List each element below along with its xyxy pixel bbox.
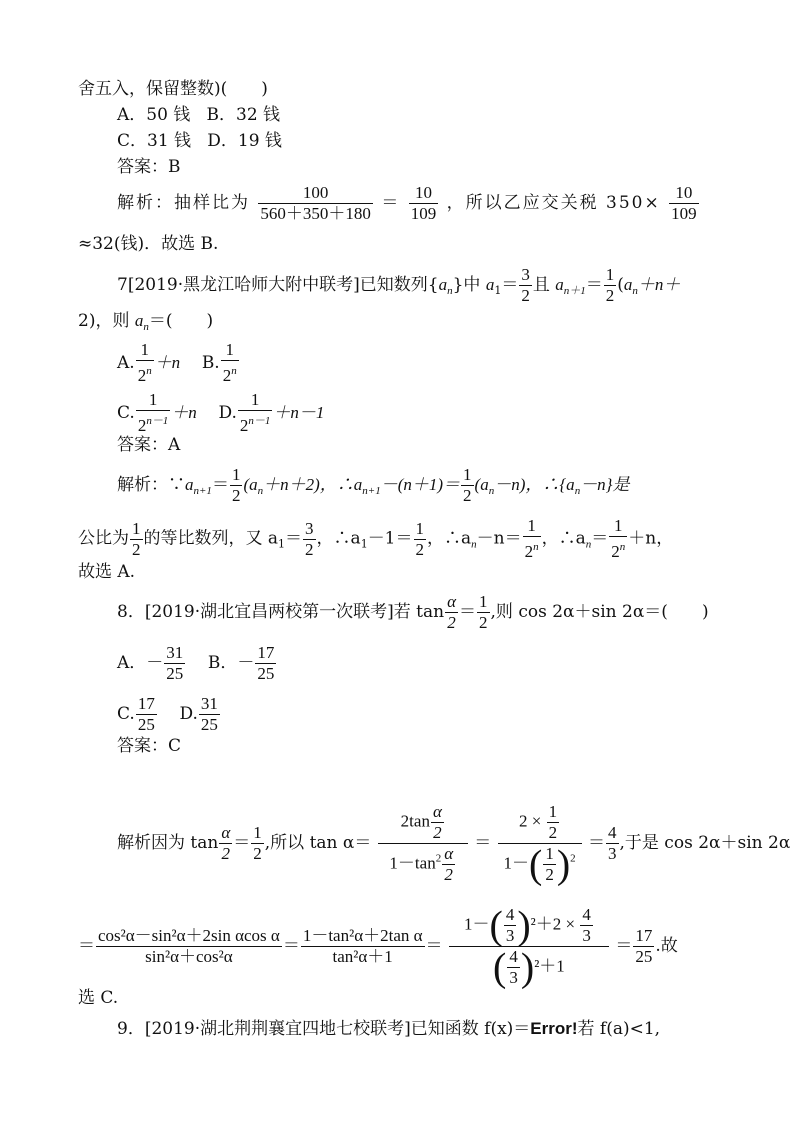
- q6-option-a: A．50 钱: [117, 105, 191, 125]
- q8-option-a: A．－ $\frac{31}{25}$: [117, 643, 184, 683]
- q7-stem-line2: 2)，则 $a_n=$( ): [78, 311, 214, 333]
- q7-answer: 答案：A: [117, 435, 181, 455]
- q7-option-a: A. $\frac{1}{2^n}$ ＋n: [117, 340, 181, 385]
- q8-option-b: B．－ $\frac{17}{25}$: [207, 643, 275, 683]
- q8-answer: 答案：C: [117, 736, 182, 756]
- q7-explanation-line1: 解析：$\because a_{n+1}=$ $\frac{1}{2}$ $(a_n+n+2)$，$\therefore a_{n+1}-(n+1)=$ $\frac{1}{2}$ $(a_n-n)$，$\therefore\{a_n-n\}$是: [117, 465, 630, 505]
- q6-option-c: C．31 钱: [117, 131, 192, 151]
- q8-explanation-line3: 选 C.: [78, 988, 119, 1008]
- q8-explanation-line1: 解析因为 tan $\frac{\alpha}{2}$ ＝ $\frac{1}{2}$ ,所以 tan α＝ 2tan $\frac{\alpha}{2}$ $1-\tan^2$ $\frac{\alpha}{2}$ ＝ 2 × $\frac{1}{2}$ 1－( $\frac{1}{2}$ )$^2$ ＝ $\frac{4}{3}$ ,于是 cos 2α＋sin 2α: [117, 802, 791, 887]
- q6-option-d: D．19 钱: [207, 131, 282, 151]
- q8-option-c: C. $\frac{17}{25}$: [117, 694, 155, 734]
- q7-stem-line1: 7[2019·黑龙江哈师大附中联考]已知数列$\{a_n\}$中 $a_1=$ $\frac{3}{2}$ 且 $a_{n+1}=$ $\frac{1}{2}$ ($a_n+n+$: [117, 265, 681, 305]
- q8-options-cd: [117, 694, 221, 735]
- q7-option-d: D. $\frac{1}{2^{n-1}}$ ＋n－1: [218, 390, 325, 435]
- q6-explanation-line2: ≈32(钱)．故选 B.: [78, 234, 219, 254]
- error-field-code: Error!: [530, 1019, 578, 1038]
- q6-options-ab: [117, 104, 280, 126]
- q7-options-cd: [117, 390, 324, 436]
- q8-explanation-line2: ＝ $\frac{\text{cos²α－sin²α＋2sin αcos α}}{\text{sin²α＋cos²α}}$ ＝ $\frac{\text{1－tan²α＋2tan α}}{\text{tan²α＋1}}$ ＝ 1－( $\frac{4}{3}$ )²＋2 × $\frac{4}{3}$ ( $\frac{4}{3}$ )²＋1 ＝ $\frac{17}{25}$ .故: [78, 902, 678, 990]
- q8-option-d: D. $\frac{31}{25}$: [179, 694, 218, 734]
- q6-options-cd: [117, 130, 282, 152]
- q7-option-c: C. $\frac{1}{2^{n-1}}$ ＋n: [117, 390, 197, 435]
- q7-option-b: B. $\frac{1}{2^n}$: [201, 340, 237, 385]
- q6-continuation-line: 舍五入，保留整数)( ): [78, 79, 268, 99]
- q6-explanation-line1: 解析：抽样比为 $\frac{100}{560+350+180}$ ＝ $\frac{10}{109}$ ，所以乙应交关税 350× $\frac{10}{109}$: [117, 183, 697, 223]
- q6-answer: 答案：B: [117, 157, 181, 177]
- q6-option-b: B．32 钱: [206, 105, 281, 125]
- q7-options-ab: [117, 340, 240, 386]
- q7-explanation-line3: 故选 A.: [78, 562, 136, 582]
- q8-options-ab: [117, 643, 277, 684]
- q9-stem: 9．[2019·湖北荆荆襄宜四地七校联考]已知函数 f(x)＝Error!若 f(a)<1,: [117, 1019, 661, 1039]
- q8-stem: 8．[2019·湖北宜昌两校第一次联考]若 tan $\frac{\alpha}{2}$ ＝ $\frac{1}{2}$ ,则 cos 2α＋sin 2α＝( ): [117, 592, 709, 632]
- q7-explanation-line2: 公比为 $\frac{1}{2}$ 的等比数列，又 $a_1=$ $\frac{3}{2}$ ，$\therefore a_1-1=$ $\frac{1}{2}$ ，$\therefore a_n-n=$ $\frac{1}{2^n}$ ，$\therefore a_n=$ $\frac{1}{2^n}$ ＋n，: [78, 516, 674, 561]
